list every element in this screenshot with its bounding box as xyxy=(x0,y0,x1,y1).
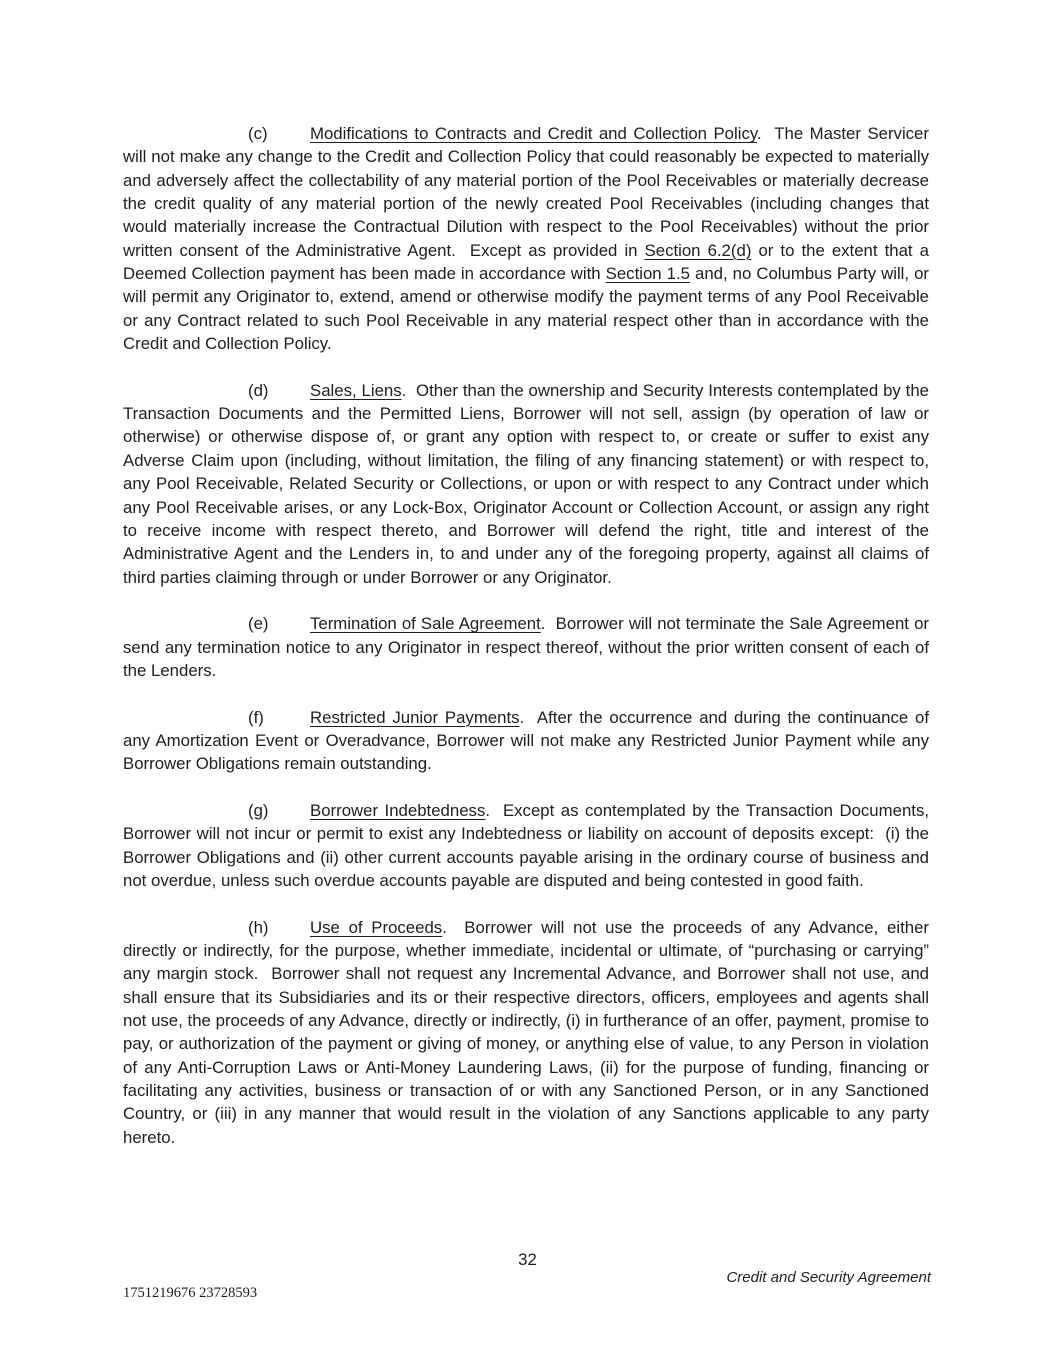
doc-id-stamp: 1751219676 23728593 xyxy=(123,1285,258,1301)
paragraph-c-text-1: . The Master Servicer will not make any change to the Credit and Collection Policy that could reasonably be expected to materially and adversely affect the collectability of any material portion of the Pool Receivables or materially decrease the credit quality of any material portion of the newly created Pool Receivables (including changes that would materially increase the Contractual Dilution with respect to the Pool Receivables) without the prior written consent of the Administrative Agent. Except as provided in xyxy=(123,124,929,260)
paragraph-g-label: (g) xyxy=(248,800,269,820)
paragraph-c xyxy=(123,122,929,355)
paragraph-d-heading: Sales, Liens xyxy=(310,380,402,400)
paragraph-f-text: . After the occurrence and during the continuance of any Amortization Event or Overadvance, Borrower will not make any Restricted Junior Payment while any Borrower Obligations remain outstanding. xyxy=(123,707,930,774)
paragraph-g xyxy=(123,799,929,892)
section-reference-6-2d: Section 6.2(d) xyxy=(644,240,752,260)
paragraph-c-text-3: and, no Columbus Party will, or will permit any Originator to, extend, amend or otherwise modify the payment terms of any Pool Receivable or any Contract related to such Pool Receivable in any material respect other than in accordance with the Credit and Collection Policy. xyxy=(123,264,930,354)
paragraph-d-text: . Other than the ownership and Security Interests contemplated by the Transaction Documents and the Permitted Liens, Borrower will not sell, assign (by operation of law or otherwise) or otherwise dispose of, or grant any option with respect to, or create or suffer to exist any Adverse Claim upon (including, without limitation, the filing of any financing statement) or with respect to, any Pool Receivable, Related Security or Collections, or upon or with respect to any Contract under which any Pool Receivable arises, or any Lock-Box, Originator Account or Collection Account, or assign any right to receive income with respect thereto, and Borrower will defend the right, title and interest of the Administrative Agent and the Lenders in, to and under any of the foregoing property, against all claims of third parties claiming through or under Borrower or any Originator. xyxy=(123,380,929,587)
paragraph-h-label: (h) xyxy=(248,917,269,937)
paragraph-g-heading: Borrower Indebtedness xyxy=(310,800,486,820)
paragraph-d-label: (d) xyxy=(248,380,269,400)
paragraph-f-heading: Restricted Junior Payments xyxy=(310,707,520,727)
paragraph-e-label: (e) xyxy=(248,614,269,634)
paragraph-c-heading: Modifications to Contracts and Credit and Collection Policy xyxy=(310,124,757,143)
paragraph-d xyxy=(123,379,929,589)
paragraph-h xyxy=(123,916,929,1149)
section-reference-1-5: Section 1.5 xyxy=(605,264,690,284)
paragraph-e-heading: Termination of Sale Agreement xyxy=(310,614,541,634)
paragraph-h-text: . Borrower will not use the proceeds of any Advance, either directly or indirectly, for the purpose, whether immediate, incidental or ultimate, of “purchasing or carrying” any margin stock. Borrower shall not request any Incremental Advance, and Borrower shall not use, and shall ensure that its Subsidiaries and its or their respective directors, officers, employees and agents shall not use, the proceeds of any Advance, directly or indirectly, (i) in furtherance of an offer, payment, promise to pay, or authorization of the payment or giving of money, or anything else of value, to any Person in violation of any Anti-Corruption Laws or Anti-Money Laundering Laws, (ii) for the purpose of funding, financing or facilitating any activities, business or transaction of or with any Sanctioned Person, or in any Sanctioned Country, or (iii) in any manner that would result in the violation of any Sanctions applicable to any party hereto. xyxy=(123,917,929,1147)
paragraph-f xyxy=(123,706,929,776)
paragraph-e xyxy=(123,612,929,682)
footer-doc-title: Credit and Security Agreement xyxy=(726,1269,931,1286)
page-number: 32 xyxy=(518,1250,537,1269)
paragraph-h-heading: Use of Proceeds xyxy=(310,917,443,937)
paragraph-c-label: (c) xyxy=(248,124,268,143)
paragraph-g-text: . Except as contemplated by the Transaction Documents, Borrower will not incur or permit to exist any Indebtedness or liability on account of deposits except: (i) the Borrower Obligations and (ii) other current accounts payable arising in the ordinary course of business and not overdue, unless such overdue accounts payable are disputed and being contested in good faith. xyxy=(123,800,930,890)
document-body xyxy=(123,122,929,1172)
paragraph-c-text-2: or to the extent that a Deemed Collection payment has been made in accordance with xyxy=(123,240,929,284)
paragraph-e-text: . Borrower will not terminate the Sale Agreement or send any termination notice to any Originator in respect thereof, without the prior written consent of each of the Lenders. xyxy=(123,614,929,680)
paragraph-f-label: (f) xyxy=(248,707,264,727)
